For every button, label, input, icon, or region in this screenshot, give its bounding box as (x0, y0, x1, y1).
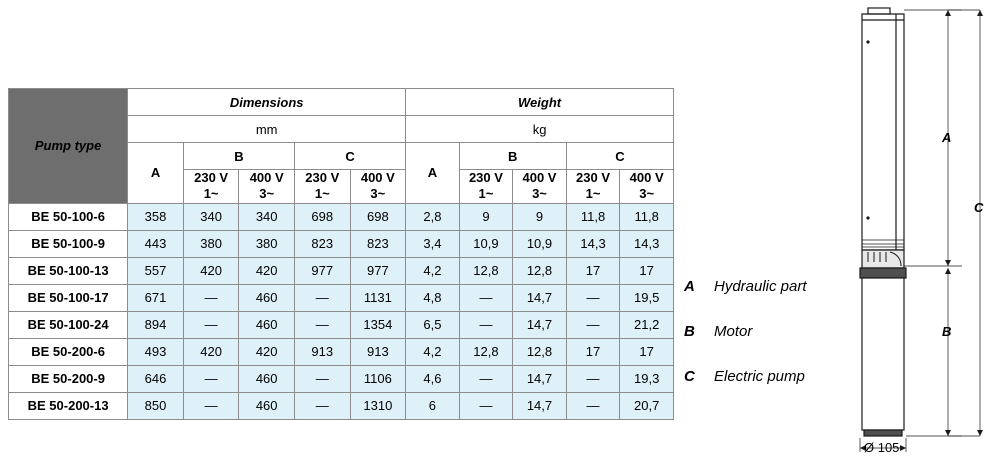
voltage-bottom: 3~ (639, 186, 655, 202)
data-cell: 10,9 (513, 230, 567, 257)
data-cell: 9 (513, 203, 567, 230)
data-cell: — (459, 284, 513, 311)
data-cell: 646 (128, 365, 184, 392)
data-cell: 460 (239, 284, 295, 311)
pump-type-cell: BE 50-100-6 (9, 203, 128, 230)
data-cell: 1310 (350, 392, 406, 419)
data-cell: 420 (183, 338, 239, 365)
data-cell: 977 (294, 257, 350, 284)
data-cell: 894 (128, 311, 184, 338)
data-cell: 10,9 (459, 230, 513, 257)
data-cell: 14,7 (513, 284, 567, 311)
data-cell: — (294, 365, 350, 392)
data-cell: — (566, 365, 620, 392)
voltage-top: 230 V (305, 170, 340, 185)
pump-type-cell: BE 50-200-6 (9, 338, 128, 365)
voltage-header (620, 170, 674, 204)
table-row (9, 365, 674, 392)
data-cell: 850 (128, 392, 184, 419)
pump-type-cell: BE 50-100-9 (9, 230, 128, 257)
legend-key: A (684, 278, 695, 295)
data-cell: 14,3 (566, 230, 620, 257)
data-cell: 4,2 (406, 257, 460, 284)
data-cell: 823 (294, 230, 350, 257)
pump-technical-drawing (846, 0, 1000, 465)
data-cell: 4,6 (406, 365, 460, 392)
legend-item-c (684, 368, 854, 385)
legend (684, 278, 854, 413)
voltage-top: 400 V (629, 170, 664, 185)
legend-value: Hydraulic part (714, 278, 807, 295)
voltage-top: 400 V (360, 170, 395, 185)
voltage-top: 230 V (576, 170, 611, 185)
data-cell: — (183, 392, 239, 419)
data-cell: 1106 (350, 365, 406, 392)
data-cell: — (183, 284, 239, 311)
data-cell: 12,8 (513, 338, 567, 365)
voltage-top: 230 V (194, 170, 229, 185)
diameter-label: Ø 105 (864, 440, 900, 455)
motor-base (864, 430, 902, 436)
dimensions-group-header: Dimensions (128, 89, 406, 116)
data-cell: 6,5 (406, 311, 460, 338)
pump-type-header: Pump type (9, 89, 128, 204)
data-cell: — (183, 365, 239, 392)
legend-key: B (684, 323, 695, 340)
data-cell: 19,3 (620, 365, 674, 392)
data-cell: — (183, 311, 239, 338)
data-cell: — (566, 311, 620, 338)
data-cell: 380 (239, 230, 295, 257)
data-cell: 17 (620, 338, 674, 365)
data-cell: 11,8 (566, 203, 620, 230)
data-cell: 420 (183, 257, 239, 284)
voltage-top: 400 V (249, 170, 284, 185)
dimensions-col-a: A (128, 143, 184, 204)
legend-key: C (684, 368, 695, 385)
data-cell: 17 (566, 257, 620, 284)
weight-col-a: A (406, 143, 460, 204)
dimension-label-b: B (942, 324, 952, 339)
voltage-header (239, 170, 295, 204)
data-cell: 9 (459, 203, 513, 230)
data-cell: 2,8 (406, 203, 460, 230)
voltage-top: 230 V (468, 170, 503, 185)
data-cell: 20,7 (620, 392, 674, 419)
voltage-bottom: 3~ (532, 186, 547, 202)
voltage-header (294, 170, 350, 204)
voltage-bottom: 1~ (585, 186, 601, 202)
data-cell: 460 (239, 392, 295, 419)
pump-type-cell: BE 50-200-9 (9, 365, 128, 392)
data-cell: 3,4 (406, 230, 460, 257)
data-cell: 19,5 (620, 284, 674, 311)
data-cell: 340 (239, 203, 295, 230)
data-cell: — (459, 311, 513, 338)
weight-col-c: C (566, 143, 673, 170)
header-row-groups (9, 89, 674, 116)
pump-type-cell: BE 50-100-24 (9, 311, 128, 338)
weight-unit: kg (406, 116, 674, 143)
voltage-header (513, 170, 567, 204)
data-cell: 17 (620, 257, 674, 284)
data-cell: 493 (128, 338, 184, 365)
specification-table (8, 88, 674, 420)
table-row (9, 203, 674, 230)
data-cell: 12,8 (513, 257, 567, 284)
data-cell: 698 (294, 203, 350, 230)
pump-drawing-svg (846, 0, 1000, 465)
dimension-label-c: C (974, 200, 984, 215)
voltage-bottom: 1~ (478, 186, 494, 202)
data-cell: 340 (183, 203, 239, 230)
data-cell: 14,3 (620, 230, 674, 257)
data-cell: 913 (350, 338, 406, 365)
specification-table-container (8, 88, 674, 420)
table-row (9, 230, 674, 257)
pump-stages (862, 240, 904, 247)
table-header (9, 89, 674, 204)
data-cell: 17 (566, 338, 620, 365)
data-cell: 11,8 (620, 203, 674, 230)
data-cell: 380 (183, 230, 239, 257)
data-cell: — (294, 284, 350, 311)
data-cell: 460 (239, 311, 295, 338)
legend-item-b (684, 323, 854, 340)
data-cell: 4,8 (406, 284, 460, 311)
detail-dot (866, 40, 869, 43)
data-cell: 671 (128, 284, 184, 311)
voltage-bottom: 1~ (203, 186, 219, 202)
data-cell: 12,8 (459, 338, 513, 365)
voltage-bottom: 1~ (314, 186, 330, 202)
data-cell: 358 (128, 203, 184, 230)
data-cell: 420 (239, 338, 295, 365)
data-cell: — (566, 392, 620, 419)
data-cell: 977 (350, 257, 406, 284)
weight-col-b: B (459, 143, 566, 170)
voltage-bottom: 3~ (259, 186, 275, 202)
table-row (9, 284, 674, 311)
motor-shell (862, 278, 904, 430)
data-cell: 420 (239, 257, 295, 284)
data-cell: — (294, 311, 350, 338)
pump-outline (862, 8, 904, 250)
data-cell: 21,2 (620, 311, 674, 338)
data-cell: 913 (294, 338, 350, 365)
table-row (9, 257, 674, 284)
dimensions-unit: mm (128, 116, 406, 143)
data-cell: 460 (239, 365, 295, 392)
data-cell: 1354 (350, 311, 406, 338)
data-cell: — (459, 392, 513, 419)
table-row (9, 392, 674, 419)
pump-type-cell: BE 50-100-13 (9, 257, 128, 284)
table-body (9, 203, 674, 419)
legend-value: Motor (714, 323, 753, 340)
data-cell: 557 (128, 257, 184, 284)
data-cell: — (294, 392, 350, 419)
data-cell: 1131 (350, 284, 406, 311)
pump-type-cell: BE 50-200-13 (9, 392, 128, 419)
table-row (9, 338, 674, 365)
voltage-header (459, 170, 513, 204)
data-cell: — (459, 365, 513, 392)
data-cell: 14,7 (513, 365, 567, 392)
data-cell: — (566, 284, 620, 311)
data-cell: 14,7 (513, 311, 567, 338)
voltage-header (350, 170, 406, 204)
detail-dot (866, 216, 869, 219)
data-cell: 14,7 (513, 392, 567, 419)
data-cell: 823 (350, 230, 406, 257)
voltage-header (183, 170, 239, 204)
dimension-label-a: A (942, 130, 952, 145)
voltage-top: 400 V (522, 170, 557, 185)
dimensions-col-b: B (183, 143, 294, 170)
data-cell: 698 (350, 203, 406, 230)
legend-value: Electric pump (714, 368, 805, 385)
data-cell: 443 (128, 230, 184, 257)
dimensions-col-c: C (294, 143, 405, 170)
motor-body (860, 268, 906, 278)
voltage-header (566, 170, 620, 204)
voltage-bottom: 3~ (370, 186, 386, 202)
pump-type-cell: BE 50-100-17 (9, 284, 128, 311)
table-row (9, 311, 674, 338)
legend-item-a (684, 278, 854, 295)
data-cell: 12,8 (459, 257, 513, 284)
data-cell: 4,2 (406, 338, 460, 365)
weight-group-header: Weight (406, 89, 674, 116)
data-cell: 6 (406, 392, 460, 419)
